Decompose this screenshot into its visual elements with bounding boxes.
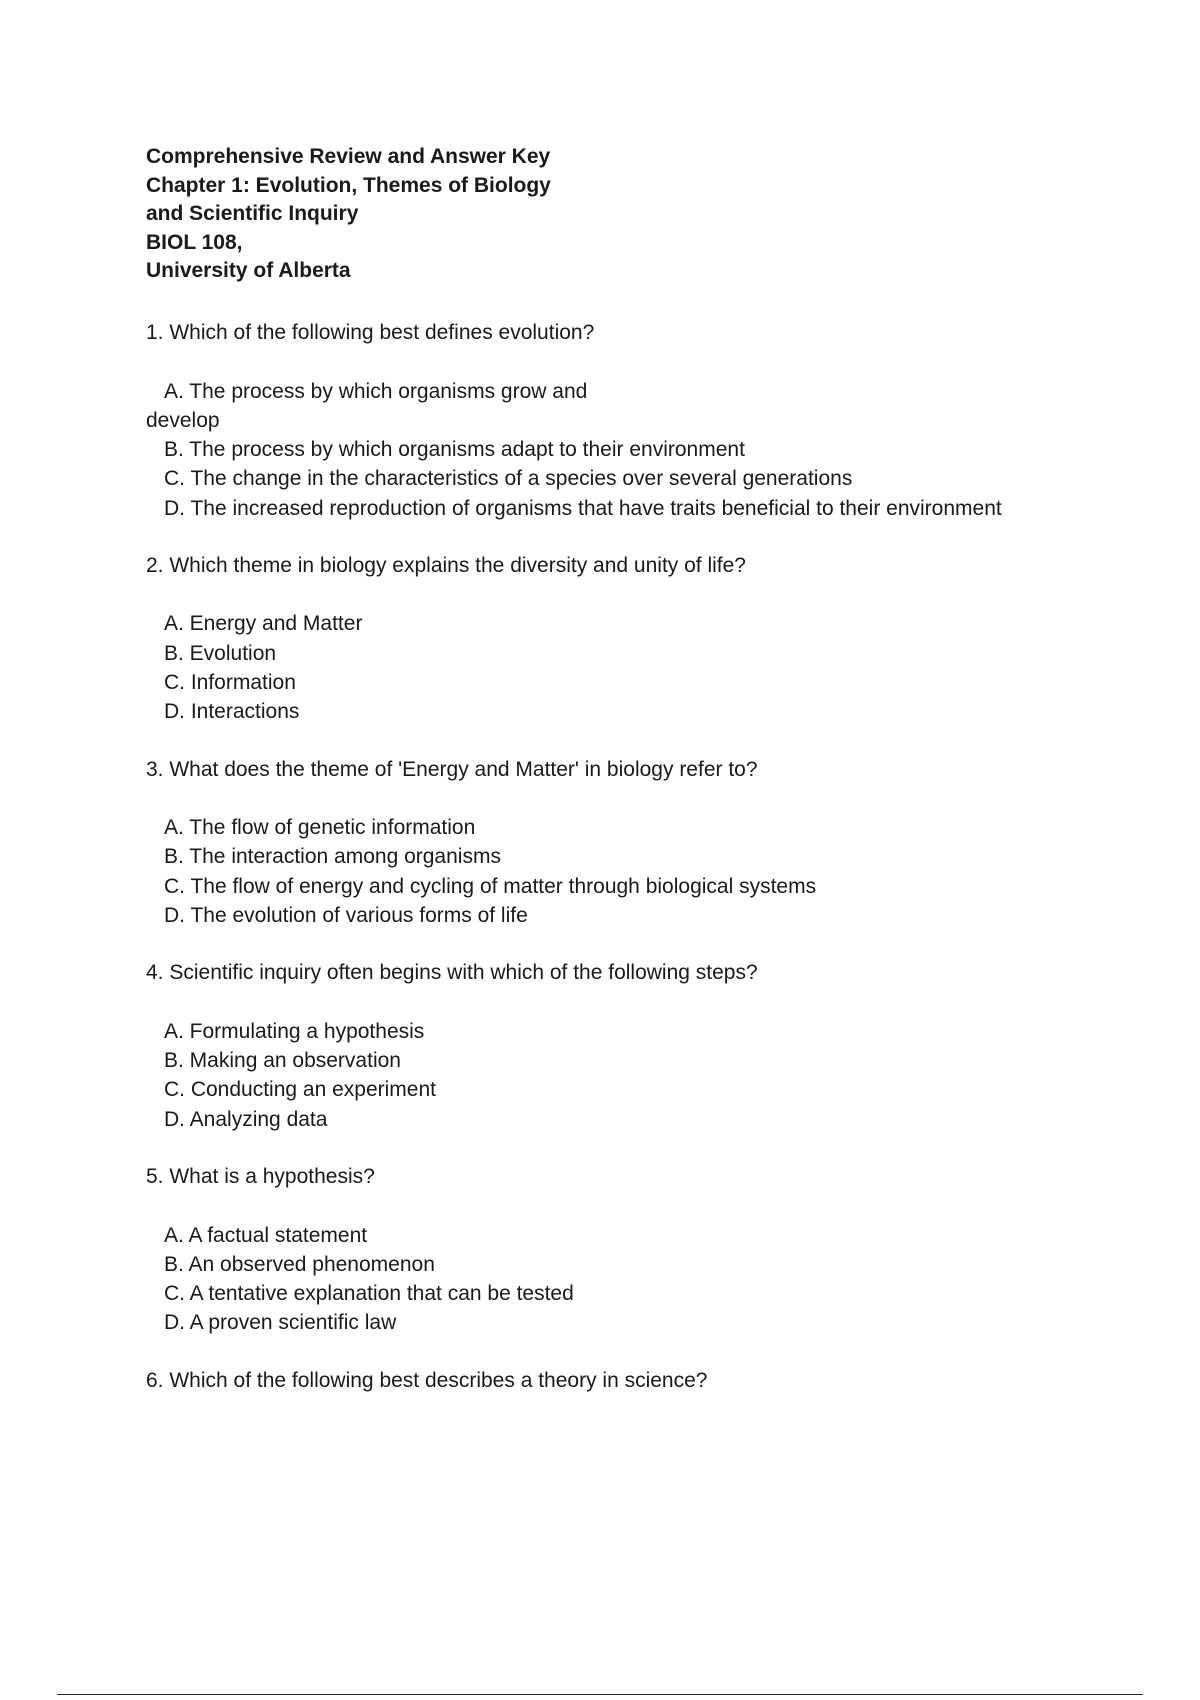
option-b: B. An observed phenomenon: [164, 1252, 435, 1276]
question-2: [146, 552, 1106, 727]
answer-options: [146, 813, 1106, 930]
option-a: A. Energy and Matter: [164, 612, 363, 636]
option-c: C. The change in the characteristics of a species over several generations: [164, 467, 853, 491]
option-d: D. Interactions: [164, 700, 300, 724]
question-text: 6. Which of the following best describes a theory in science?: [146, 1368, 708, 1392]
question-text: 2. Which theme in biology explains the diversity and unity of life?: [146, 553, 746, 577]
option-a: A. The process by which organisms grow and develop: [146, 379, 588, 432]
option-d: D. The evolution of various forms of life: [164, 904, 528, 928]
question-5: [146, 1163, 1106, 1338]
question-text: 1. Which of the following best defines evolution?: [146, 321, 595, 344]
header-chapter-continued: and Scientific Inquiry: [146, 202, 359, 225]
answer-options: [146, 1017, 1106, 1134]
header-title: Comprehensive Review and Answer Key: [146, 145, 551, 168]
question-6: [146, 1367, 1106, 1396]
header-university: University of Alberta: [146, 259, 351, 282]
question-text: 4. Scientific inquiry often begins with which of the following steps?: [146, 961, 758, 985]
option-b: B. The process by which organisms adapt to their environment: [164, 438, 745, 462]
option-d: D. The increased reproduction of organisms that have traits beneficial to their environment: [164, 496, 1002, 520]
option-d: D. Analyzing data: [164, 1107, 328, 1131]
page-bottom-rule: [57, 1694, 1143, 1695]
option-a: A. Formulating a hypothesis: [164, 1019, 425, 1043]
answer-options: [146, 377, 1106, 523]
option-b: B. Evolution: [164, 641, 277, 665]
document-header: [146, 143, 551, 286]
option-c: C. The flow of energy and cycling of matter through biological systems: [164, 874, 817, 898]
question-4: [146, 959, 1106, 1134]
header-course: BIOL 108,: [146, 230, 243, 254]
question-1: [146, 319, 1106, 523]
option-c: C. Conducting an experiment: [164, 1078, 436, 1102]
option-a: A. The flow of genetic information: [164, 816, 476, 840]
answer-options: [146, 1221, 1106, 1338]
question-text: 3. What does the theme of 'Energy and Matter' in biology refer to?: [146, 757, 758, 781]
answer-options: [146, 609, 1106, 726]
question-text: 5. What is a hypothesis?: [146, 1165, 375, 1189]
question-list: [146, 319, 1106, 1395]
option-b: B. The interaction among organisms: [164, 845, 501, 869]
question-3: [146, 756, 1106, 931]
option-c: C. A tentative explanation that can be tested: [164, 1282, 574, 1306]
option-d: D. A proven scientific law: [164, 1311, 397, 1335]
option-b: B. Making an observation: [164, 1049, 401, 1073]
option-c: C. Information: [164, 671, 296, 695]
option-a: A. A factual statement: [164, 1223, 368, 1247]
header-chapter: Chapter 1: Evolution, Themes of Biology: [146, 173, 551, 197]
